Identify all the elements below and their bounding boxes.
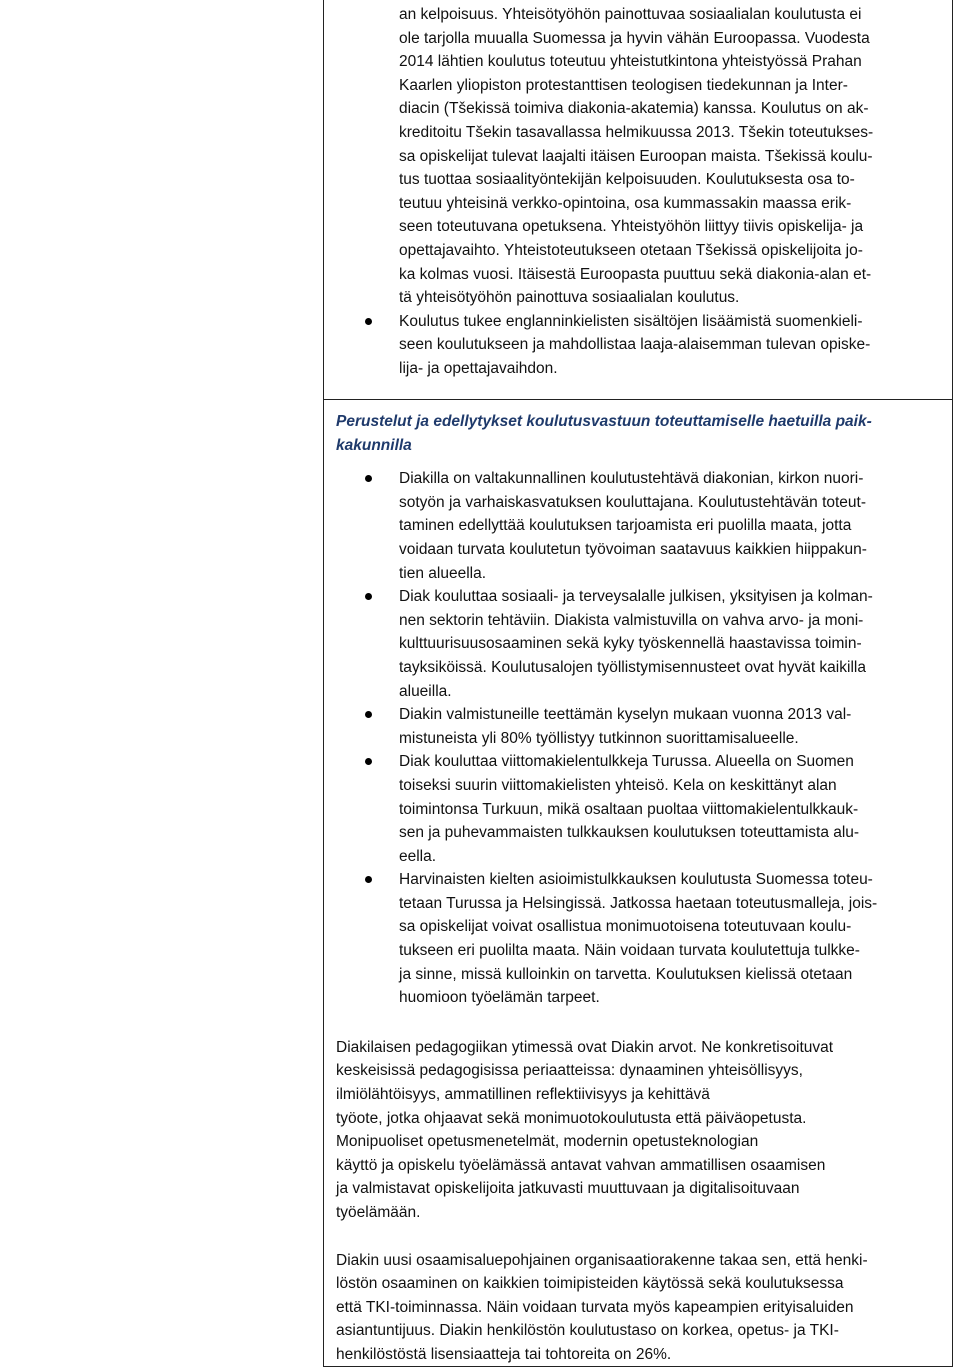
table-row-divider [323, 399, 953, 400]
text-line: toimintonsa Turkuun, mikä osaltaan puoltaa viittomakielentulkkauk- [399, 800, 859, 818]
bullet-item [336, 703, 944, 750]
heading-line: kakunnilla [336, 436, 412, 454]
text-line: Monipuoliset opetusmenetelmät, modernin opetusteknologian [336, 1133, 759, 1151]
text-line: Koulutus tukee englanninkielisten sisältöjen lisäämistä suomenkieli- [399, 312, 863, 330]
text-line: teutuu yhteisinä verkko-opintoina, osa kummassakin maassa erik- [399, 194, 852, 212]
bottom-cell-text [336, 410, 944, 1367]
text-line: seen koulutukseen ja mahdollistaa laaja-alaisemman tulevan opiske- [399, 336, 871, 354]
text-line: nen sektorin tehtäviin. Diakista valmistuvilla on vahva arvo- ja moni- [399, 611, 864, 629]
text-line: Harvinaisten kielten asioimistulkkauksen koulutusta Suomessa toteu- [399, 871, 873, 889]
bullet-item [336, 467, 944, 585]
text-line: Diak kouluttaa viittomakielentulkkeja Turussa. Alueella on Suomen [399, 753, 854, 771]
text-line: ole tarjolla muualla Suomessa ja hyvin vähän Euroopassa. Vuodesta [399, 29, 870, 47]
text-line: sotyön ja varhaiskasvatuksen kouluttajana. Koulutustehtävän toteut- [399, 493, 867, 511]
bullet-item [336, 868, 944, 1010]
text-line: sa opiskelijat voivat osallistua monimuotoisena toteutuvaan koulu- [399, 918, 852, 936]
text-line: työote, jotka ohjaavat sekä monimuotokoulutusta että päiväopetusta. [336, 1109, 807, 1127]
text-line: sa opiskelijat tulevat laajalti itäisen Euroopan maista. Tšekissä koulu- [399, 147, 873, 165]
section-heading [336, 410, 944, 457]
text-line: että TKI-toiminnassa. Näin voidaan turvata myös kapeampien erityisaluiden [336, 1298, 854, 1316]
bullet-icon [365, 475, 372, 482]
text-line: Diakin uusi osaamisaluepohjainen organisaatiorakenne takaa sen, että henki- [336, 1251, 868, 1269]
heading-line: Perustelut ja edellytykset koulutusvastuun toteuttamiselle haetuilla paik- [336, 413, 872, 430]
text-line: eella. [399, 847, 437, 865]
bullet-item [336, 750, 944, 868]
text-line: asiantuntijuus. Diakin henkilöstön koulutustaso on korkea, opetus- ja TKI- [336, 1322, 839, 1340]
bullet-icon [365, 318, 372, 325]
top-cell-text [336, 3, 944, 381]
paragraph-organisation [336, 1249, 944, 1367]
text-line: Diak kouluttaa sosiaali- ja terveysalalle julkisen, yksityisen ja kolman- [399, 588, 873, 606]
text-line: tetaan Turussa ja Helsingissä. Jatkossa haetaan toteutusmalleja, jois- [399, 894, 878, 912]
text-line: alueilla. [399, 682, 452, 700]
text-line: tien alueella. [399, 564, 487, 582]
text-line: diacin (Tšekissä toimiva diakonia-akatemia) kanssa. Koulutus on ak- [399, 100, 869, 118]
text-line: toiseksi suurin viittomakielisten yhteisö. Kela on keskittänyt alan [399, 776, 837, 794]
text-line: kulttuurisuusosaaminen sekä kyky työskennellä haastavissa toimin- [399, 635, 862, 653]
text-line: tukseen eri puolilta maata. Näin voidaan turvata koulutettuja tulkke- [399, 942, 860, 960]
continued-bullet-text [336, 3, 944, 310]
text-line: Diakilla on valtakunnallinen koulutustehtävä diakonian, kirkon nuori- [399, 470, 864, 488]
text-line: voidaan turvata koulutetun työvoiman saatavuus kaikkien hiippakun- [399, 540, 867, 558]
text-line: Diakin valmistuneille teettämän kyselyn mukaan vuonna 2013 val- [399, 706, 852, 724]
text-line: tayksiköissä. Koulutusalojen työllistymisennusteet ovat hyvät kaikilla [399, 658, 866, 676]
text-line: Diakilaisen pedagogiikan ytimessä ovat Diakin arvot. Ne konkretisoituvat [336, 1038, 834, 1056]
text-line: opettajavaihto. Yhteistoteutukseen otetaan Tšekissä opiskelijoita jo- [399, 241, 863, 259]
text-line: ka kolmas vuosi. Itäisestä Euroopasta puuttuu sekä diakonia-alan et- [399, 265, 872, 283]
text-line: tus tuottaa sosiaalityöntekijän kelpoisuuden. Koulutuksesta osa to- [399, 171, 855, 189]
text-line: työelämään. [336, 1204, 421, 1221]
text-line: ja valmistavat opiskelijoita jatkuvasti muuttuvaan ja digitalisoituvaan [336, 1180, 800, 1198]
text-line: 2014 lähtien koulutus toteutuu yhteistutkintona yhteistyössä Prahan [399, 53, 862, 71]
text-line: henkilöstöstä lisensiaatteja tai tohtoreita on 26%. [336, 1345, 672, 1363]
text-line: lija- ja opettajavaihdon. [399, 359, 558, 377]
text-line: seen toteutuvana opetuksena. Yhteistyöhön liittyy tiivis opiskelija- ja [399, 218, 864, 236]
bullet-icon [365, 711, 372, 718]
text-line: an kelpoisuus. Yhteisötyöhön painottuvaa sosiaalialan koulutusta ei [399, 6, 862, 23]
text-line: tä yhteisötyöhön painottuva sosiaalialan koulutus. [399, 289, 740, 307]
bullet-icon [365, 758, 372, 765]
text-line: keskeisissä pedagogisissa periaatteissa: dynaaminen yhteisöllisyys, [336, 1062, 803, 1080]
text-line: ilmiölähtöisyys, ammatillinen reflektiivisyys ja kehittävä [336, 1086, 710, 1104]
text-line: kreditoitu Tšekin tasavallassa helmikuussa 2013. Tšekin toteutukses- [399, 123, 874, 141]
bullet-icon [365, 593, 372, 600]
text-line: sen ja puhevammaisten tulkkauksen koulutuksen toteuttamista alu- [399, 824, 860, 842]
text-line: huomioon työelämän tarpeet. [399, 989, 600, 1007]
text-line: löstön osaaminen on kaikkien toimipisteiden käytössä sekä koulutuksessa [336, 1275, 844, 1293]
bullet-item [336, 310, 944, 381]
text-line: käyttö ja opiskelu työelämässä antavat vahvan ammatillisen osaamisen [336, 1156, 826, 1174]
bullet-item [336, 585, 944, 703]
text-line: taminen edellyttää koulutuksen tarjoamista eri puolilla maata, jotta [399, 517, 852, 535]
paragraph-pedagogy [336, 1036, 944, 1225]
bullet-icon [365, 876, 372, 883]
text-line: Kaarlen yliopiston protestanttisen teologisen tiedekunnan ja Inter- [399, 76, 848, 94]
text-line: ja sinne, missä kulloinkin on tarvetta. Koulutuksen kielissä otetaan [399, 965, 853, 983]
text-line: mistuneista yli 80% työllistyy tutkinnon suorittamisalueelle. [399, 729, 799, 747]
